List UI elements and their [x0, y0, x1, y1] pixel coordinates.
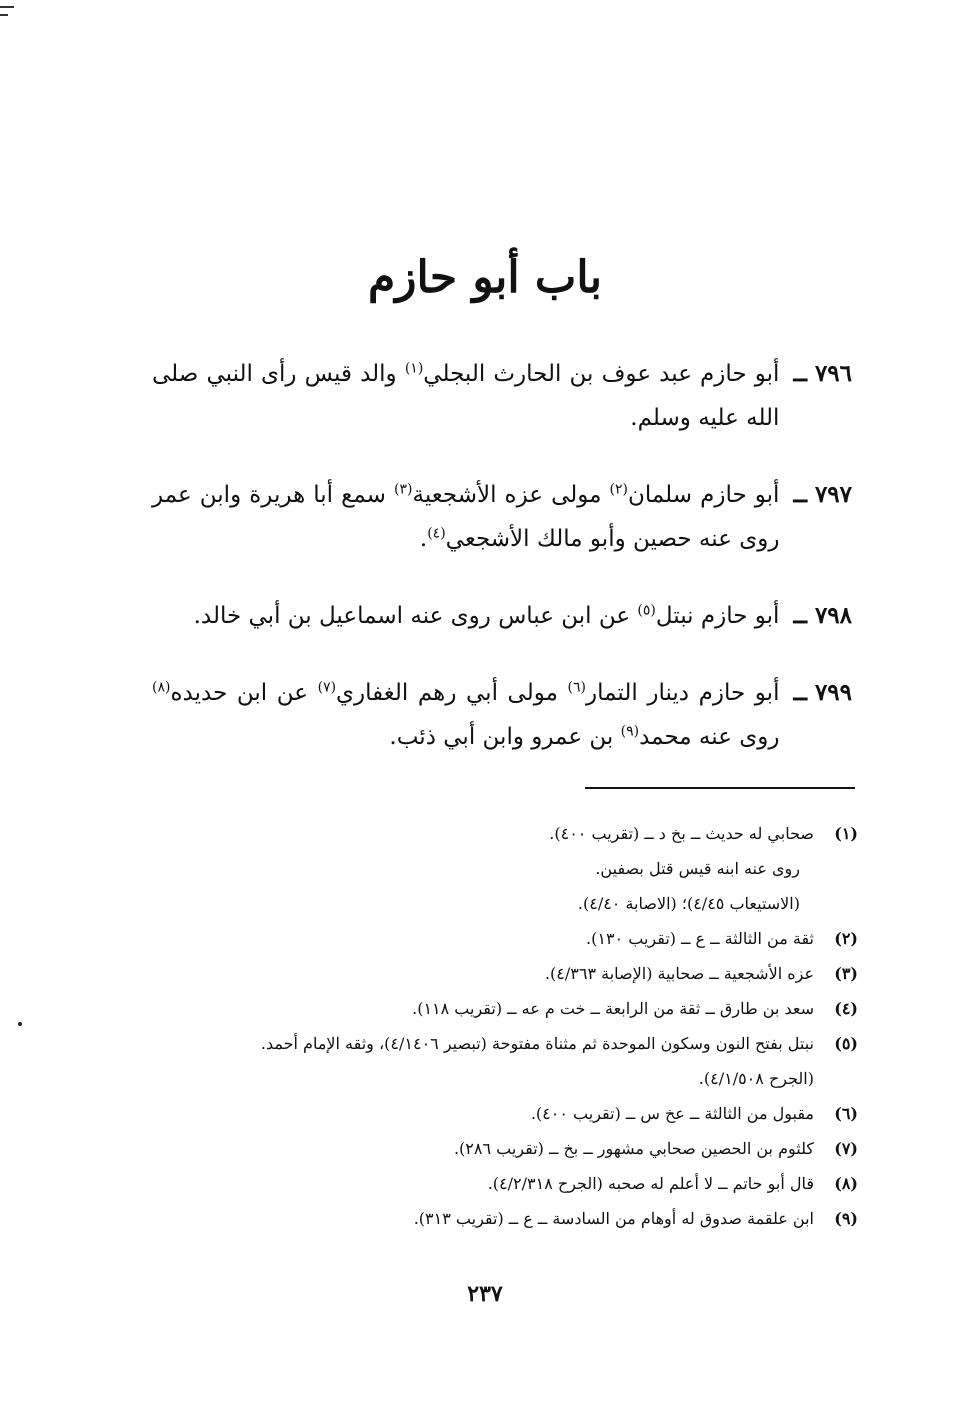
footnote-line: ثقة من الثالثة ــ ع ــ (تقريب ١٣٠).: [586, 929, 814, 948]
entry-text-run: سمع أبا هريرة وابن عمر روى عنه حصين وأبو مالك الأشجعي: [152, 482, 780, 552]
footnote-reference: (٣): [394, 481, 413, 498]
entry: [152, 594, 852, 638]
entry-text: [152, 352, 779, 440]
footnote-line: قال أبو حاتم ــ لا أعلم له صحبه (الجرح ٤/٢/٣١٨).: [487, 1174, 814, 1193]
page-number: ٢٣٧: [467, 1281, 503, 1307]
footnote-line: (الاستيعاب ٤/٤٥)؛ (الاصابة ٤/٤٠).: [577, 894, 800, 913]
footnote: [158, 1026, 858, 1096]
entry-number: ٧٩٨ ــ: [793, 602, 852, 629]
entry-number: ٧٩٧ ــ: [793, 481, 852, 508]
entry-text-run: أبو حازم سلمان: [627, 482, 780, 508]
footnote-reference: (٩): [620, 723, 640, 740]
footnote-line: روى عنه ابنه قيس قتل بصفين.: [595, 859, 800, 878]
footnote: [158, 1166, 858, 1201]
footnote-body: [158, 1026, 814, 1096]
scan-edge-mark: [0, 14, 8, 16]
footnote-reference: (٤): [427, 525, 446, 542]
footnote-reference: (٥): [637, 602, 656, 619]
entry-text-run: عن ابن حديده: [170, 680, 318, 706]
footnote: [158, 1201, 858, 1236]
footnote-body: [158, 1096, 814, 1131]
entry-text-run: مولى عزه الأشجعية: [412, 482, 610, 508]
footnote-number: (٤): [834, 999, 858, 1018]
entry-text-run: أبو حازم نبتل: [655, 603, 780, 629]
chapter-title: باب أبو حازم: [367, 252, 602, 303]
scan-edge-mark: [0, 6, 14, 8]
entry-text-run: روى عنه محمد: [639, 724, 780, 750]
footnote-line: صحابي له حديث ــ بخ د ــ (تقريب ٤٠٠).: [549, 824, 814, 843]
footnote-body: [158, 991, 814, 1026]
footnote-line: نبتل بفتح النون وسكون الموحدة ثم مثناة مفتوحة (تبصير ٤/١٤٠٦)، وثقه الإمام أحمد.: [260, 1034, 814, 1053]
entries-list: [152, 352, 852, 792]
entry-text-run: مولى أبي رهم الغفاري: [336, 680, 568, 706]
footnotes-list: [158, 816, 858, 1236]
footnote-line: ابن علقمة صدوق له أوهام من السادسة ــ ع ــ (تقريب ٣١٣).: [413, 1209, 814, 1228]
footnote-number: (٢): [834, 929, 858, 948]
entry-text-run: أبو حازم دينار التمار: [586, 680, 780, 706]
footnote-line: كلثوم بن الحصين صحابي مشهور ــ بخ ــ (تقريب ٢٨٦).: [453, 1139, 814, 1158]
scan-speck: [18, 1022, 22, 1026]
footnote-number: (٩): [834, 1209, 858, 1228]
entry-text: [152, 473, 779, 561]
footnote-reference: (٨): [152, 679, 171, 696]
entry: [152, 352, 852, 440]
entry-text-run: أبو حازم عبد عوف بن الحارث البجلي: [423, 361, 780, 387]
entry-text: [152, 671, 779, 759]
footnote-number: (٧): [834, 1139, 858, 1158]
footnote-body: [158, 1131, 814, 1166]
footnote: [158, 816, 858, 921]
footnote-body: [158, 1201, 814, 1236]
footnote-number: (٨): [834, 1174, 858, 1193]
entry-number: ٧٩٦ ــ: [793, 360, 852, 387]
footnote-body: [158, 1166, 814, 1201]
footnote: [158, 921, 858, 956]
footnote-body: [158, 956, 814, 991]
footnote-body: [158, 816, 814, 921]
footnote: [158, 1096, 858, 1131]
footnote: [158, 1131, 858, 1166]
footnote-number: (١): [834, 824, 858, 843]
footnote-reference: (٦): [567, 679, 586, 696]
entry-text-run: عن ابن عباس روى عنه اسماعيل بن أبي خالد.: [193, 603, 638, 629]
footnote-line: سعد بن طارق ــ ثقة من الرابعة ــ خت م عه ــ (تقريب ١١٨).: [412, 999, 814, 1018]
entry: [152, 671, 852, 759]
footnote: [158, 991, 858, 1026]
entry-text-run: والد قيس رأى النبي صلى الله عليه وسلم.: [152, 361, 780, 431]
footnote-line: مقبول من الثالثة ــ عخ س ــ (تقريب ٤٠٠).: [530, 1104, 814, 1123]
entry-text-run: بن عمرو وابن أبي ذئب.: [389, 724, 621, 750]
footnote-separator: [585, 787, 855, 789]
entry-text-run: .: [419, 526, 428, 552]
footnote-reference: (٧): [317, 679, 337, 696]
footnote-number: (٦): [834, 1104, 858, 1123]
footnote-reference: (١): [404, 360, 424, 377]
footnote-body: [158, 921, 814, 956]
footnote-number: (٣): [834, 964, 858, 983]
footnote-reference: (٢): [609, 481, 628, 498]
entry: [152, 473, 852, 561]
footnote-line: (الجرح ٤/١/٥٠٨).: [698, 1069, 814, 1088]
footnote: [158, 956, 858, 991]
footnote-number: (٥): [834, 1034, 858, 1053]
entry-text: [152, 594, 779, 638]
footnote-line: عزه الأشجعية ــ صحابية (الإصابة ٤/٣٦٣).: [544, 964, 814, 983]
entry-number: ٧٩٩ ــ: [793, 679, 852, 706]
